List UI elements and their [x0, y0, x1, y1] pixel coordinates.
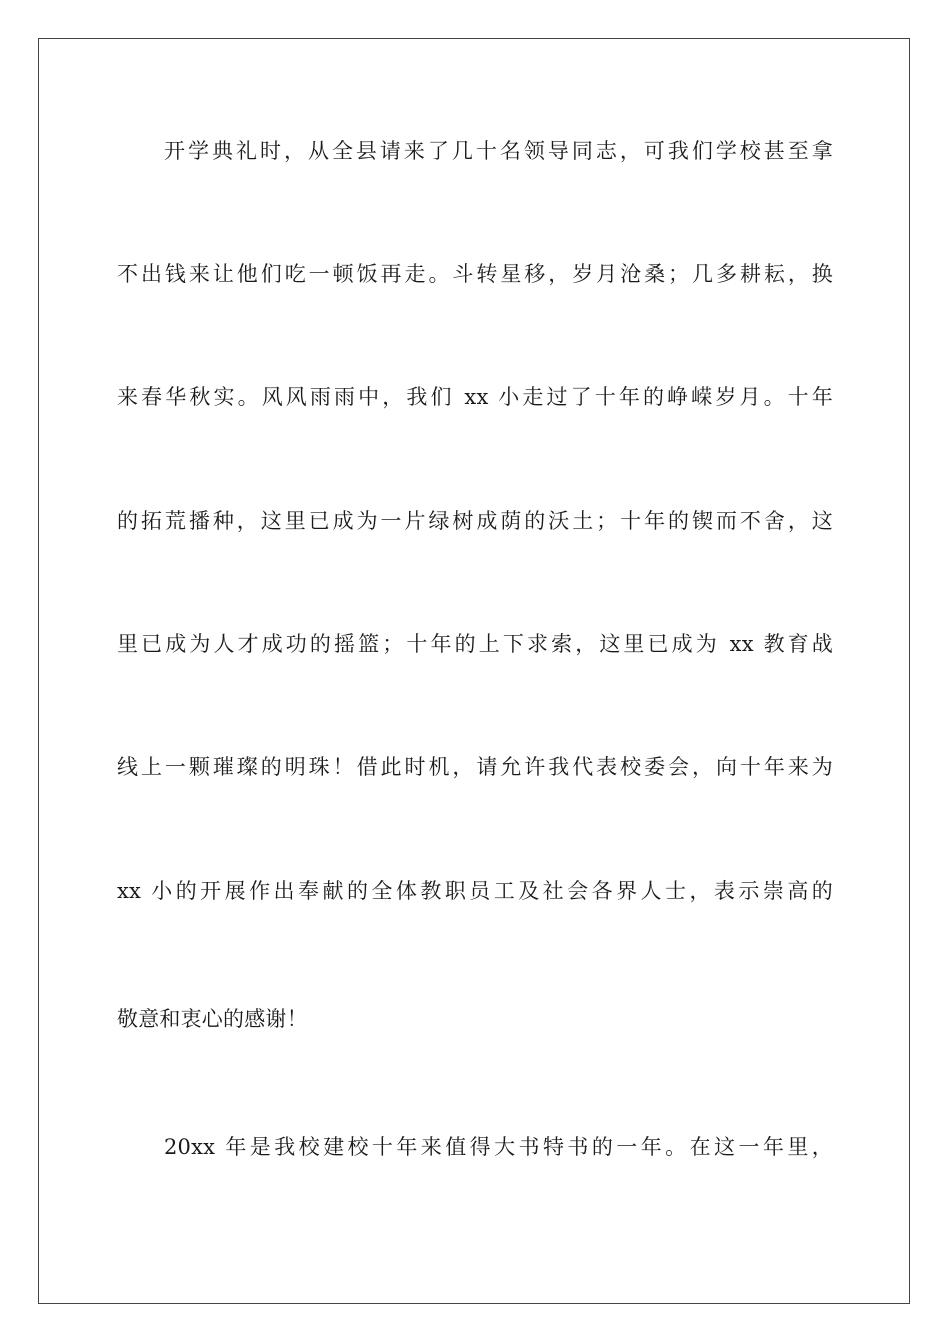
paragraph-1-line-1: 开学典礼时，从全县请来了几十名领导同志，可我们学校甚至拿	[164, 139, 833, 163]
paragraph-2-line-1: 20xx 年是我校建校十年来值得大书特书的一年。在这一年里，	[164, 1135, 833, 1159]
paragraph-1-line-3: 来春华秋实。风风雨雨中，我们 xx 小走过了十年的峥嵘岁月。十年	[117, 385, 833, 409]
paragraph-1-line-2: 不出钱来让他们吃一顿饭再走。斗转星移，岁月沧桑；几多耕耘，换	[117, 262, 833, 286]
paragraph-1-line-7: xx 小的开展作出奉献的全体教职员工及社会各界人士，表示崇高的	[117, 879, 833, 903]
paragraph-1-line-5: 里已成为人才成功的摇篮；十年的上下求索，这里已成为 xx 教育战	[117, 632, 833, 656]
paragraph-1-line-8: 敬意和衷心的感谢！	[117, 1007, 308, 1031]
page-border	[38, 38, 910, 1304]
paragraph-1-line-6: 线上一颗璀璨的明珠！借此时机，请允许我代表校委会，向十年来为	[117, 755, 833, 779]
paragraph-1-line-4: 的拓荒播种，这里已成为一片绿树成荫的沃土；十年的锲而不舍，这	[117, 509, 833, 533]
